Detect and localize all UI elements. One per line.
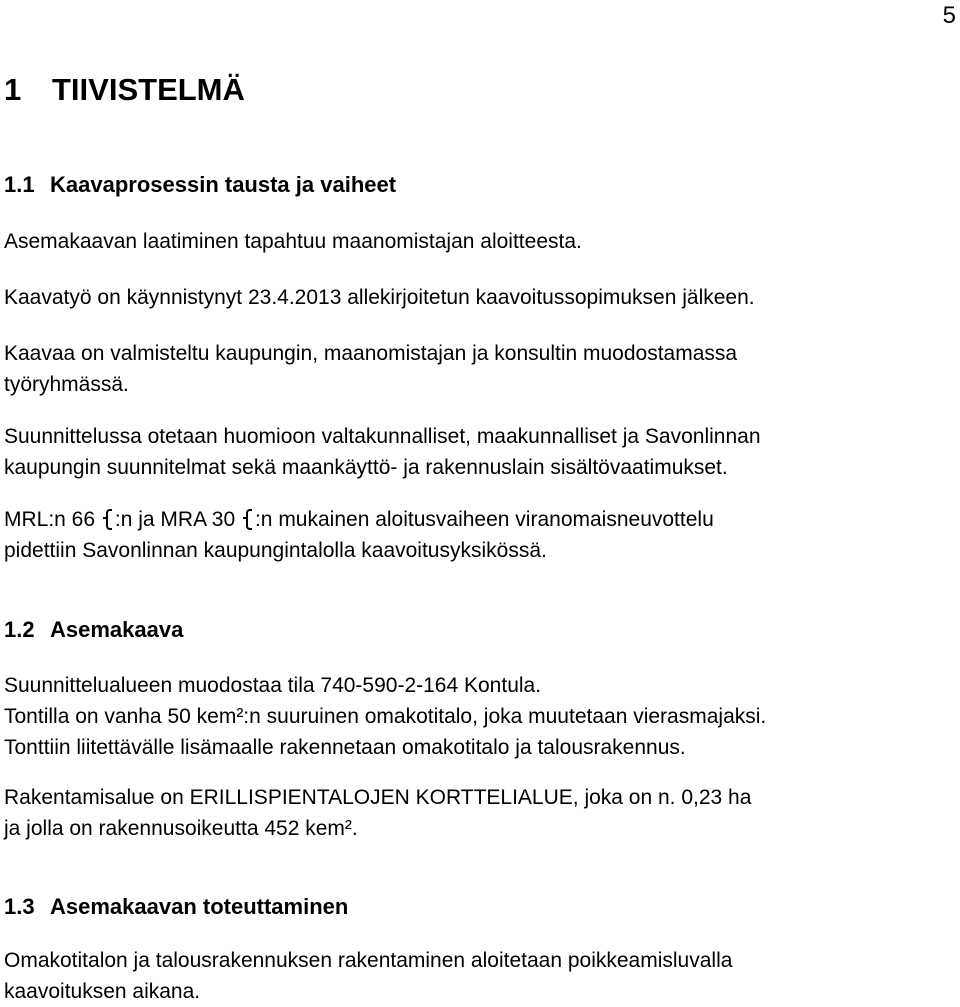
section-title: Asemakaava	[50, 617, 184, 642]
section-title: Kaavaprosessin tausta ja vaiheet	[50, 172, 397, 197]
text-line: Kaavatyö on käynnistynyt 23.4.2013 allekirjoitetun kaavoitussopimuksen jälkeen.	[4, 286, 755, 309]
text-line	[4, 504, 714, 535]
text-segment: :n mukainen aloitusvaiheen viranomaisneuvottelu	[254, 508, 714, 531]
text-line: Tonttiin liitettävälle lisämaalle rakennetaan omakotitalo ja talousrakennus.	[4, 736, 686, 759]
section-number: 1.2	[4, 617, 35, 642]
paragraph-building-area	[4, 782, 751, 844]
section-number: 1.1	[4, 172, 35, 197]
text-line: kaupungin suunnitelmat sekä maankäyttö- ja rakennuslain sisältövaatimukset.	[4, 456, 728, 479]
paragraph-initiative	[4, 226, 582, 257]
chapter-title: TIIVISTELMÄ	[52, 72, 245, 107]
text-line: työryhmässä.	[4, 373, 129, 396]
paragraph-planning	[4, 421, 761, 483]
text-line: kaavoituksen aikana.	[4, 980, 201, 1003]
section-heading-1-1	[4, 172, 396, 198]
section-sign-icon	[101, 507, 115, 529]
text-line: Rakentamisalue on ERILLISPIENTALOJEN KORTTELIALUE, joka on n. 0,23 ha	[4, 786, 752, 809]
text-line: Kaavaa on valmisteltu kaupungin, maanomistajan ja konsultin muodostamassa	[4, 342, 738, 365]
paragraph-area	[4, 670, 766, 763]
chapter-number: 1	[4, 72, 22, 107]
text-line: Omakotitalon ja talousrakennuksen rakentaminen aloitetaan poikkeamisluvalla	[4, 949, 733, 972]
paragraph-negotiation	[4, 504, 714, 566]
text-line: Asemakaavan laatiminen tapahtuu maanomistajan aloitteesta.	[4, 230, 582, 253]
chapter-heading	[4, 72, 245, 108]
text-line: Tontilla on vanha 50 kem²:n suuruinen omakotitalo, joka muutetaan vierasmajaksi.	[4, 705, 767, 728]
section-title: Asemakaavan toteuttaminen	[50, 894, 349, 919]
section-sign-icon	[241, 507, 255, 529]
page-number: 5	[942, 2, 956, 29]
paragraph-working-group	[4, 338, 737, 400]
text-segment: MRL:n 66	[4, 508, 96, 531]
paragraph-start-date	[4, 282, 755, 313]
section-heading-1-3	[4, 894, 348, 920]
text-line: Suunnittelualueen muodostaa tila 740-590-2-164 Kontula.	[4, 674, 542, 697]
section-number: 1.3	[4, 894, 35, 919]
text-line: ja jolla on rakennusoikeutta 452 kem².	[4, 817, 358, 840]
text-line: pidettiin Savonlinnan kaupungintalolla kaavoitusyksikössä.	[4, 539, 547, 562]
text-segment: :n ja MRA 30	[114, 508, 236, 531]
section-heading-1-2	[4, 617, 183, 643]
paragraph-implementation	[4, 945, 732, 1007]
text-line: Suunnittelussa otetaan huomioon valtakunnalliset, maakunnalliset ja Savonlinnan	[4, 425, 761, 448]
